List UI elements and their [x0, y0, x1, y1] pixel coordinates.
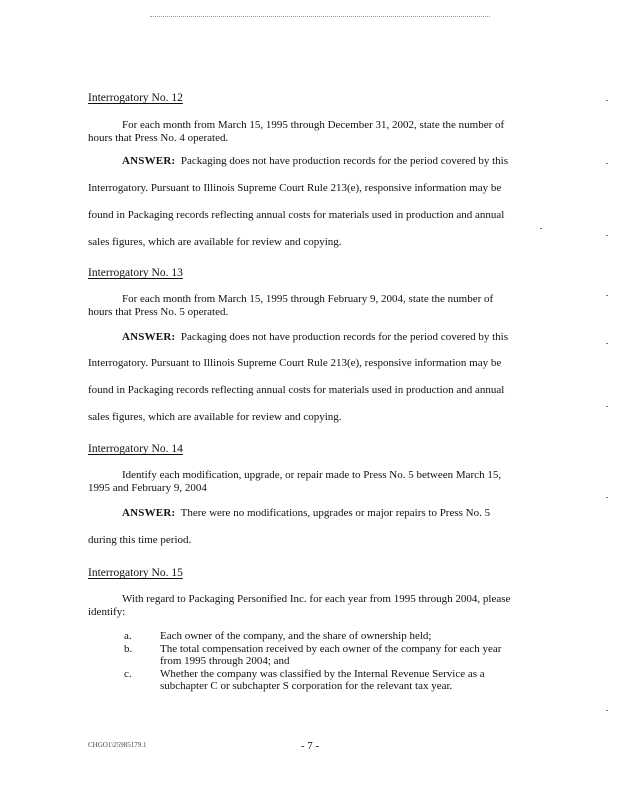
page-number: - 7 -	[300, 740, 320, 752]
answer-label: ANSWER:	[122, 507, 176, 519]
interrogatory-15-heading: Interrogatory No. 15	[88, 567, 183, 579]
interrogatory-13-answer-line-3: found in Packaging records reflecting annual costs for materials used in production and annual	[88, 384, 505, 396]
item-letter: b.	[124, 642, 133, 655]
document-id: CHGO1\25985179.1	[88, 741, 147, 749]
item-letter: a.	[124, 630, 132, 642]
request-line: Identify each modification, upgrade, or repair made to Press No. 5 between March 15,	[122, 469, 502, 481]
item-text: The total compensation received by each owner of the company for each year from 1995 through 2004; and	[160, 642, 502, 667]
scan-speck	[606, 343, 608, 344]
interrogatory-12-heading: Interrogatory No. 12	[88, 92, 183, 104]
interrogatory-15-request	[88, 593, 528, 619]
interrogatory-13-answer-line-1: ANSWER: Packaging does not have production records for the period covered by this	[122, 331, 509, 343]
interrogatory-12-answer-line-4: sales figures, which are available for review and copying.	[88, 236, 342, 248]
scan-speck	[540, 228, 542, 229]
request-line: For each month from March 15, 1995 through December 31, 2002, state the number of	[122, 119, 505, 131]
interrogatory-14-heading: Interrogatory No. 14	[88, 443, 183, 455]
interrogatory-14-answer-line-1: ANSWER: There were no modifications, upgrades or major repairs to Press No. 5	[122, 507, 491, 519]
request-line: identify:	[88, 606, 126, 618]
interrogatory-13-heading: Interrogatory No. 13	[88, 267, 183, 279]
interrogatory-13-answer-line-2: Interrogatory. Pursuant to Illinois Supreme Court Rule 213(e), responsive information may be	[88, 357, 502, 369]
interrogatory-14-answer-line-2: during this time period.	[88, 534, 192, 546]
scan-speck	[606, 295, 608, 296]
interrogatory-15-items	[88, 630, 528, 693]
item-text: Whether the company was classified by the Internal Revenue Service as a subchapter C or subchapter S corporation for the relevant tax year.	[160, 667, 485, 692]
list-item	[88, 668, 528, 693]
scan-speck	[606, 235, 608, 236]
answer-label: ANSWER:	[122, 331, 176, 343]
interrogatory-13-request	[88, 293, 528, 319]
scan-speck	[606, 163, 608, 164]
scan-artifact-line	[150, 16, 490, 17]
scan-speck	[606, 406, 608, 407]
interrogatory-13-answer-line-4: sales figures, which are available for review and copying.	[88, 411, 342, 423]
list-item	[88, 630, 528, 643]
request-line: hours that Press No. 5 operated.	[88, 306, 229, 318]
interrogatory-12-answer-line-2: Interrogatory. Pursuant to Illinois Supreme Court Rule 213(e), responsive information may be	[88, 182, 502, 194]
answer-label: ANSWER:	[122, 155, 176, 167]
interrogatory-12-request	[88, 119, 528, 145]
list-item	[88, 643, 528, 668]
interrogatory-14-request	[88, 469, 528, 495]
item-letter: c.	[124, 667, 132, 680]
scan-speck	[606, 710, 608, 711]
item-text: Each owner of the company, and the share of ownership held;	[160, 630, 432, 642]
interrogatory-12-answer-line-3: found in Packaging records reflecting annual costs for materials used in production and annual	[88, 209, 505, 221]
interrogatory-12-answer-line-1: ANSWER: Packaging does not have production records for the period covered by this	[122, 155, 509, 167]
scan-speck	[606, 497, 608, 498]
scan-speck	[606, 100, 608, 101]
request-line: 1995 and February 9, 2004	[88, 482, 207, 494]
request-line: hours that Press No. 4 operated.	[88, 132, 229, 144]
request-line: With regard to Packaging Personified Inc. for each year from 1995 through 2004, please	[122, 593, 511, 605]
request-line: For each month from March 15, 1995 through February 9, 2004, state the number of	[122, 293, 494, 305]
